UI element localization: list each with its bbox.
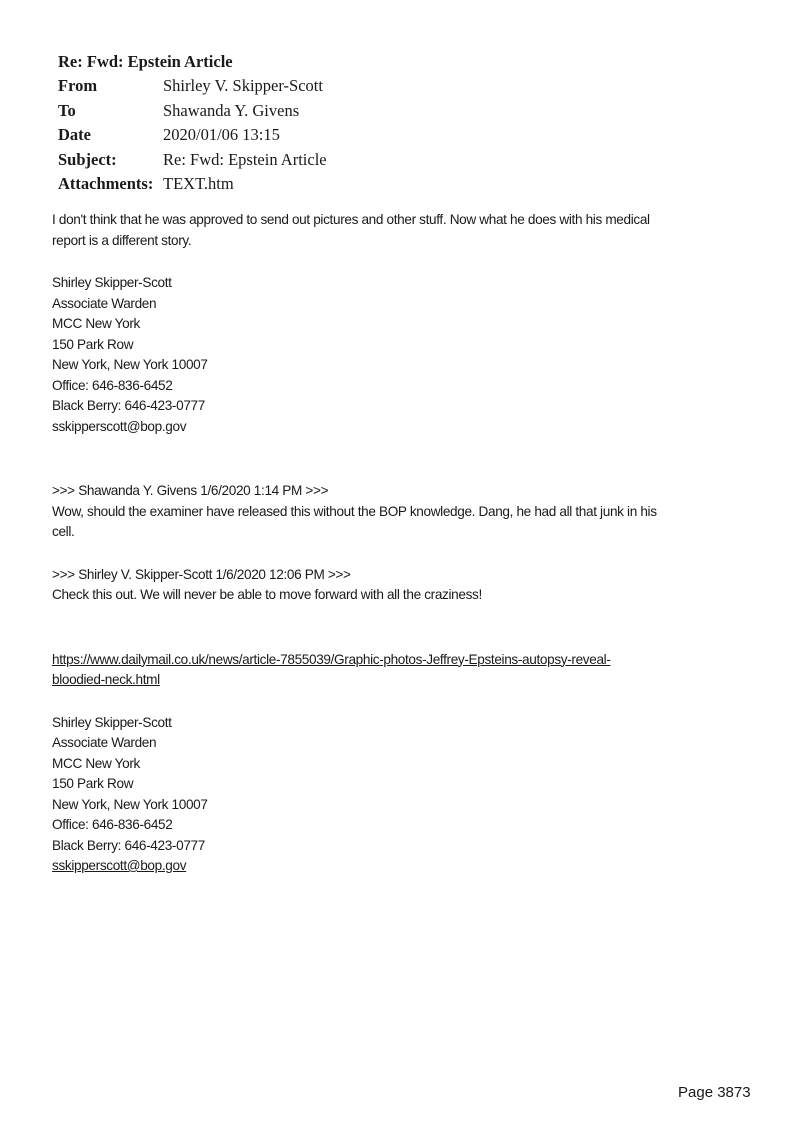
signature-line: Office: 646-836-6452 <box>52 817 173 832</box>
field-label: Attachments: <box>58 174 154 193</box>
email-title: Re: Fwd: Epstein Article <box>58 52 233 71</box>
signature-line: 150 Park Row <box>52 336 134 352</box>
signature-line: New York, New York 10007 <box>52 796 208 812</box>
signature-line: Associate Warden <box>52 735 157 750</box>
page-number: Page 3873 <box>678 1084 751 1101</box>
field-label: From <box>58 76 98 95</box>
field-label: Date <box>58 125 91 144</box>
field-value: Shirley V. Skipper-Scott <box>163 76 323 95</box>
signature-line: New York, New York 10007 <box>52 357 208 372</box>
signature <box>52 713 657 877</box>
signature-line: Shirley Skipper-Scott <box>52 714 172 730</box>
signature-line: sskipperscott@bop.gov <box>52 418 187 434</box>
signature <box>52 273 657 437</box>
article-link[interactable]: https://www.dailymail.co.uk/news/article-7855039/Graphic-photos-Jeffrey-Epsteins-autopsy-reveal- <box>52 651 611 667</box>
attachment-name: TEXT.htm <box>163 174 234 193</box>
body-line: I don't think that he was approved to send out pictures and other stuff. Now what he does with his medical <box>52 212 650 227</box>
header-subject <box>58 148 327 173</box>
header-from <box>58 74 327 99</box>
signature-line: 150 Park Row <box>52 776 134 791</box>
signature-line: MCC New York <box>52 316 140 331</box>
body-line: report is a different story. <box>52 232 192 248</box>
field-value: 2020/01/06 13:15 <box>163 125 280 144</box>
signature-line: Shirley Skipper-Scott <box>52 275 172 290</box>
article-link[interactable]: bloodied-neck.html <box>52 672 160 687</box>
signature-line: Black Berry: 646-423-0777 <box>52 837 205 853</box>
quoted-header: >>> Shirley V. Skipper-Scott 1/6/2020 12:06 PM >>> <box>52 566 351 582</box>
email-header <box>58 50 327 197</box>
signature-line: Associate Warden <box>52 295 157 311</box>
header-date <box>58 123 327 148</box>
email-link[interactable]: sskipperscott@bop.gov <box>52 858 187 873</box>
quoted-line: Check this out. We will never be able to move forward with all the craziness! <box>52 587 482 602</box>
field-label: To <box>58 100 76 120</box>
field-label: Subject: <box>58 149 117 169</box>
quoted-line: Wow, should the examiner have released this without the BOP knowledge. Dang, he had all that junk in his <box>52 503 657 519</box>
header-attachments <box>58 172 327 197</box>
field-value: Re: Fwd: Epstein Article <box>163 149 327 169</box>
signature-line: Black Berry: 646-423-0777 <box>52 398 205 413</box>
quoted-line: cell. <box>52 524 75 539</box>
signature-line: Office: 646-836-6452 <box>52 377 173 393</box>
signature-line: MCC New York <box>52 755 140 771</box>
field-value: Shawanda Y. Givens <box>163 100 300 120</box>
quoted-header: >>> Shawanda Y. Givens 1/6/2020 1:14 PM >>> <box>52 483 329 498</box>
email-body <box>52 210 657 877</box>
header-to <box>58 99 327 124</box>
